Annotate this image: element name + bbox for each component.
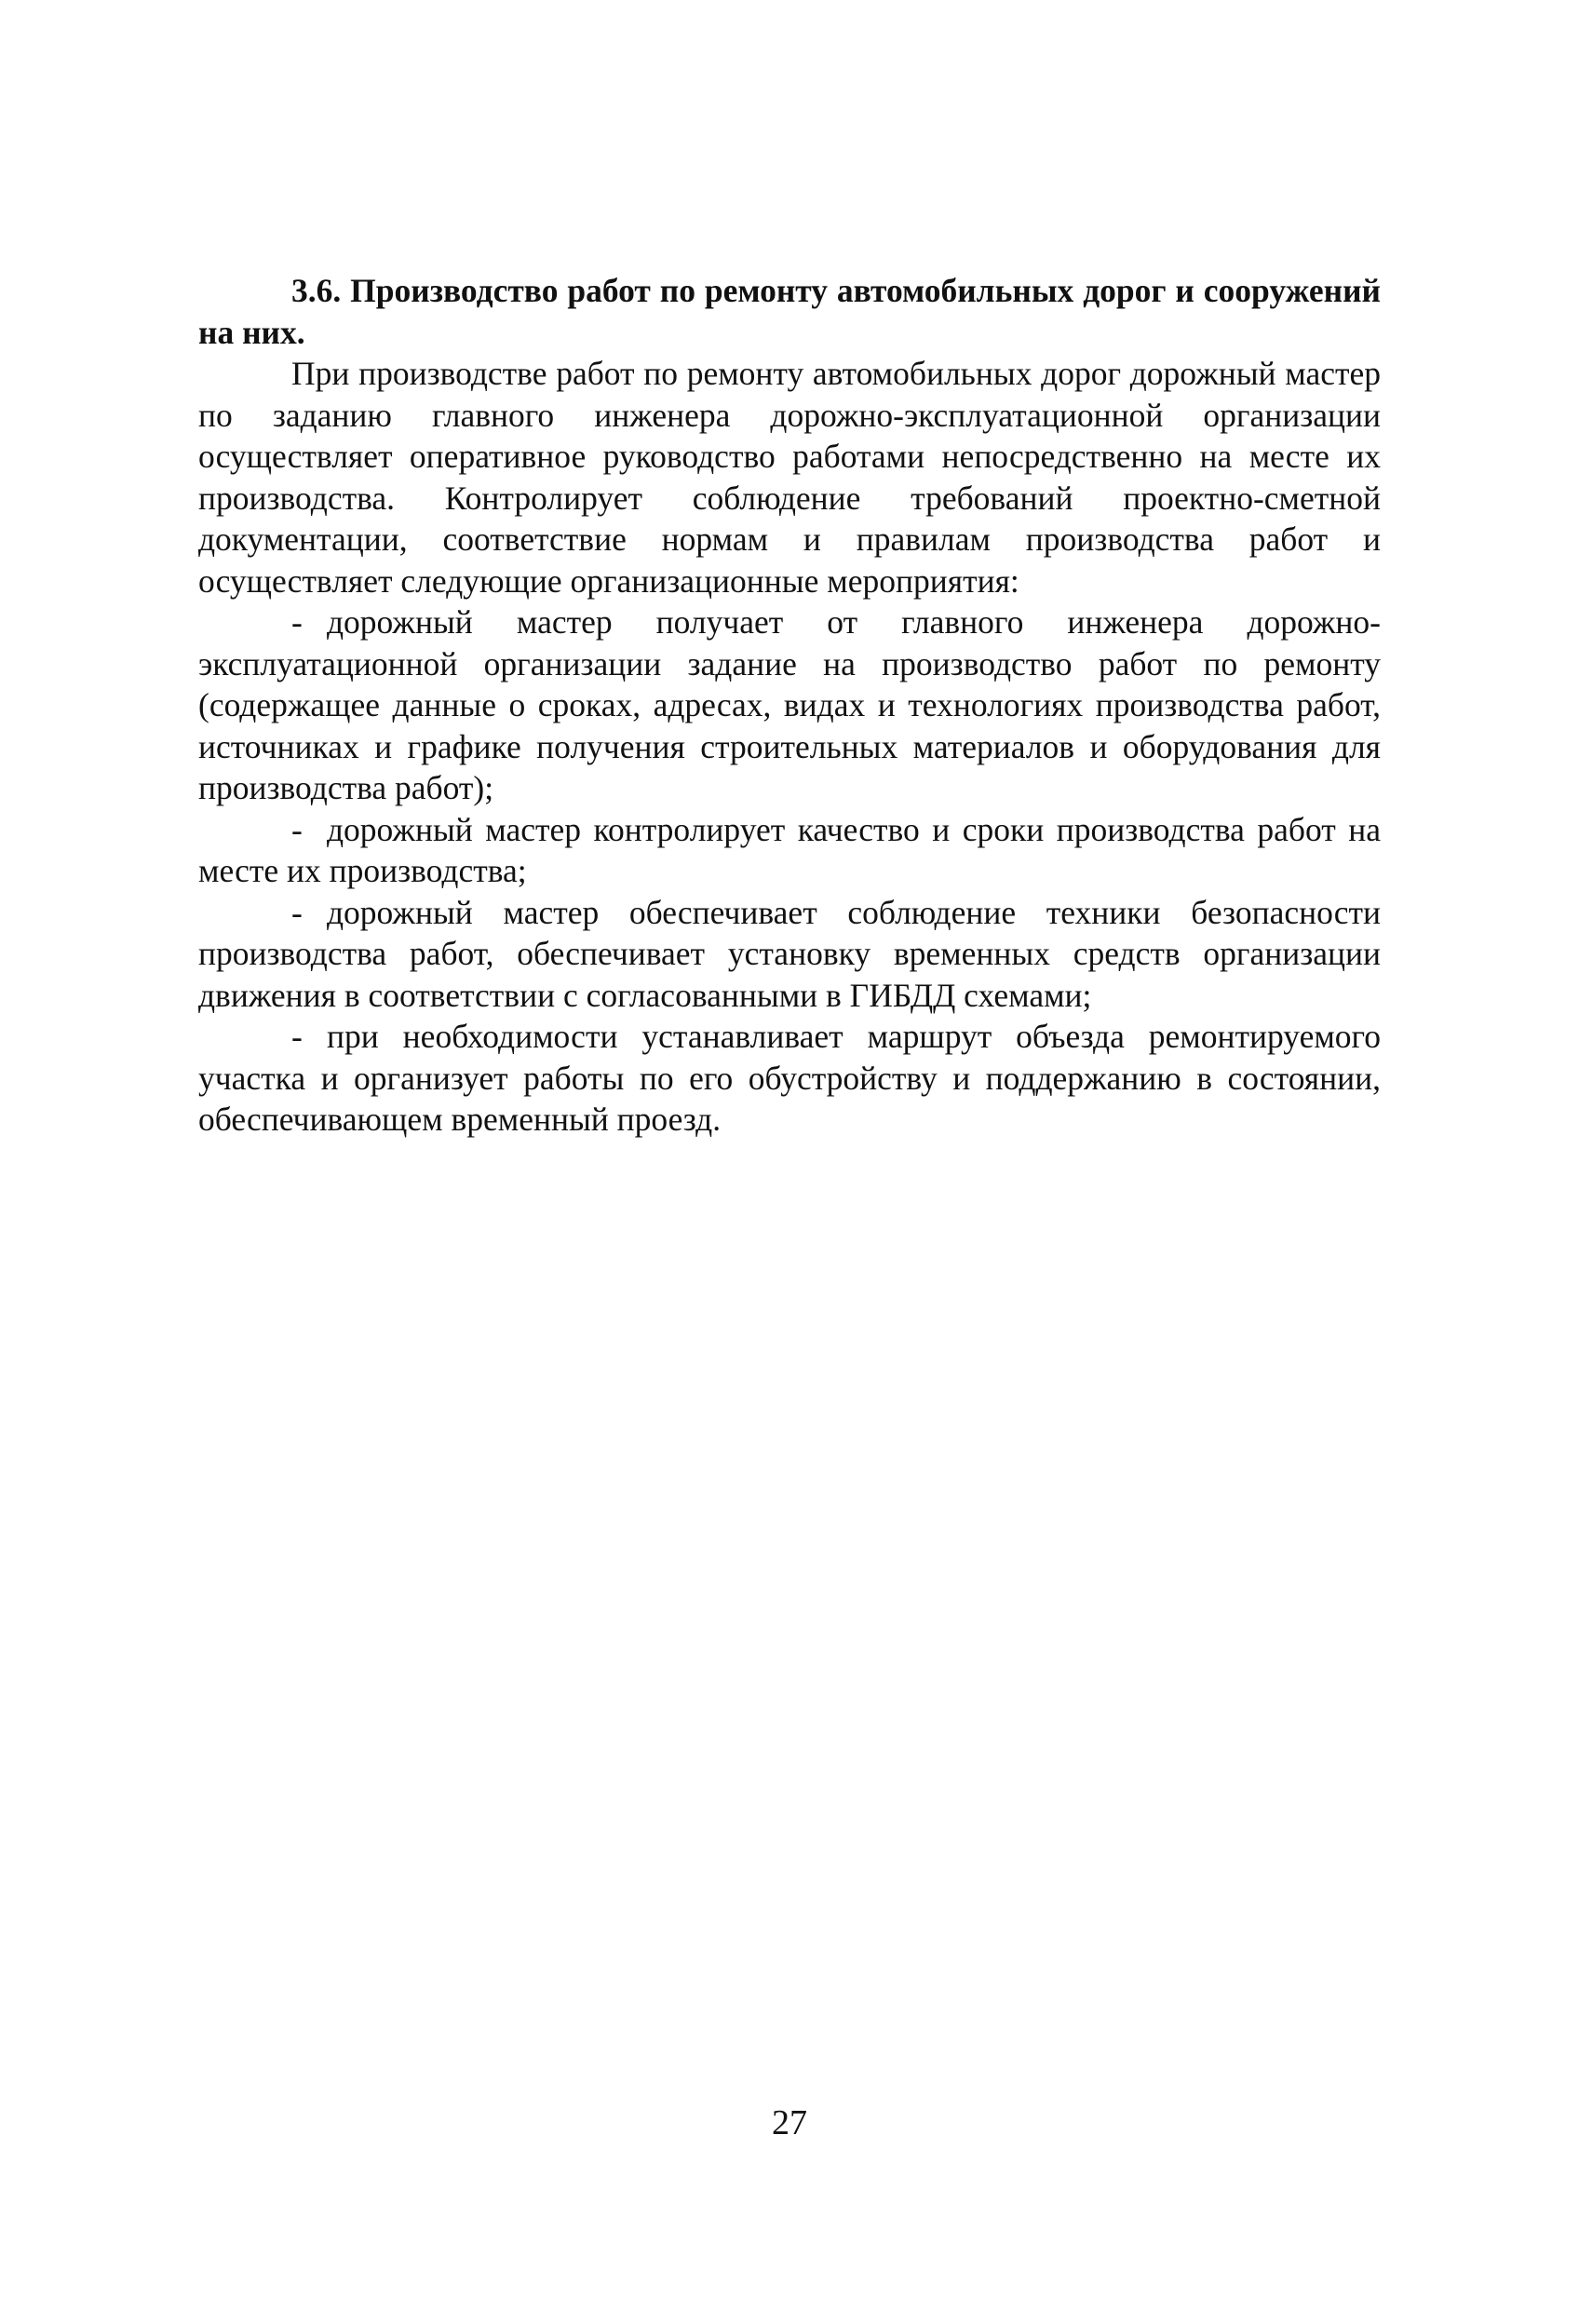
page-number: 27	[772, 2103, 807, 2142]
bullet-marker: -	[291, 810, 303, 848]
bullet-item	[198, 892, 1381, 1017]
bullet-text: дорожный мастер контролирует качество и сроки производства работ на месте их производства;	[198, 810, 1381, 889]
bullet-item	[198, 1016, 1381, 1141]
bullet-marker: -	[291, 893, 303, 931]
page-content	[198, 270, 1381, 1141]
intro-paragraph: При производстве работ по ремонту автомобильных дорог дорожный мастер по заданию главного инженера дорожно-эксплуатационной организации осуществляет оперативное руководство работами непосредственно на месте их производства. Контролирует соблюдение требований проектно-сметной документации, соответствие нормам и правилам производства работ и осуществляет следующие организационные мероприятия:	[198, 355, 1381, 600]
bullet-text: при необходимости устанавливает маршрут объезда ремонтируемого участка и организует работы по его обустройству и поддержанию в состоянии, обеспечивающем временный проезд.	[198, 1018, 1381, 1138]
bullet-item	[198, 809, 1381, 892]
section-heading: 3.6. Производство работ по ремонту автомобильных дорог и сооружений на них.	[198, 272, 1381, 351]
bullet-text: дорожный мастер обеспечивает соблюдение техники безопасности производства работ, обеспечивает установку временных средств организации движения в соответствии с согласованными в ГИБДД схемами;	[198, 893, 1381, 1014]
bullet-item	[198, 601, 1381, 809]
bullet-marker: -	[291, 1018, 303, 1055]
bullet-text: дорожный мастер получает от главного инженера дорожно-эксплуатационной организации задание на производство работ по ремонту (содержащее данные о сроках, адресах, видах и технологиях производства работ, источниках и графике получения строительных материалов и оборудования для производства работ);	[198, 603, 1381, 806]
bullet-marker: -	[291, 603, 303, 641]
